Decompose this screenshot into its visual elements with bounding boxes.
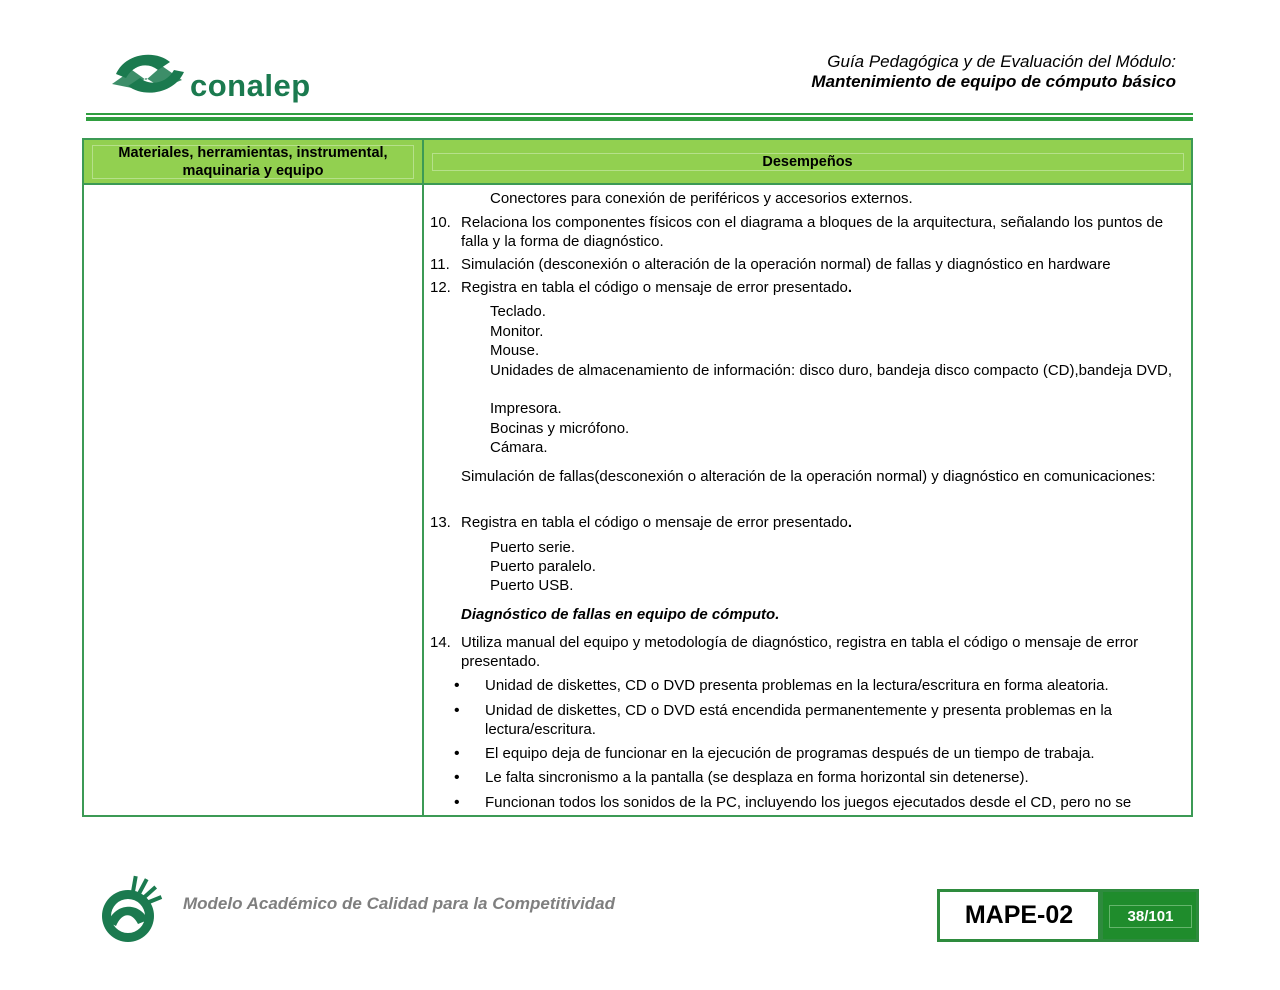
bullet-icon: • [454, 677, 460, 694]
modelo-academico-seal [94, 872, 166, 944]
document-code: MAPE-02 [937, 889, 1101, 942]
logo-wordmark: conalep [190, 68, 311, 103]
title-line-2: Mantenimiento de equipo de cómputo básico [811, 72, 1176, 91]
content-table: Materiales, herramientas, instrumental, maquinaria y equipo Desempeños Conectores para conexión de periféricos y accesorios externos. 10. Relaciona los componentes físicos con el diagrama a bloques de la arquitectura, señalando los puntos de falla y la forma de diagnóstico. 11. Simulación (desconexión o alteración de la operación normal) de fallas y diagnóstico en hardware 12. Registra en tabla el código o mensaje de error presentado. Teclado. Monitor. Mouse. Unidades de almacenamiento de información: disco duro, bandeja disco compacto (CD),bandeja DVD, Impresora. Bocinas y micrófono. Cámara. Simulación de fallas(desconexión o alteración de la operación normal) y diagnóstico en comunicaciones: 13. Registra en tabla el código o mensaje de error presentado. Puerto serie. Puerto paralelo. Puerto USB. Diagnóstico de fallas en equipo de cómputo. 14. Utiliza manual del equipo y metodología de diagnóstico, registra en tabla el código o mensaje de error presentado. • Unidad de diskettes, CD o DVD presenta problemas en la lectura/escritura en forma aleatoria. • Unidad de diskettes, CD o DVD está encendida permanentemente y presenta problemas en la lectura/escritura. • El equipo deja de funcionar en la ejecución de programas después de un tiempo de trabaja. • Le falta sincronismo a la pantalla (se desplaza en forma horizontal sin detenerse). • Funcionan todos los sonidos de la PC, incluyendo los juegos ejecutados desde el CD, pero no se [82, 138, 1193, 817]
column-header-materials: Materiales, herramientas, instrumental, maquinaria y equipo [118, 144, 388, 179]
bullet-icon: • [454, 745, 460, 762]
column-header-desempenos: Desempeños [762, 153, 853, 170]
bullet-icon: • [454, 794, 460, 811]
quality-seal-icon [94, 872, 166, 944]
title-line-1: Guía Pedagógica y de Evaluación del Módulo: [827, 52, 1176, 71]
document-title [811, 52, 1176, 92]
bullet-icon: • [454, 702, 460, 719]
conalep-logo [112, 50, 312, 106]
conalep-emblem-icon [112, 50, 188, 100]
header-rule-thick [86, 117, 1193, 121]
column-divider [422, 140, 424, 815]
footer-tagline: Modelo Académico de Calidad para la Competitividad [183, 894, 616, 913]
header-rule-thin [86, 113, 1193, 115]
table-header-row [84, 140, 1191, 185]
page-number: 38/101 [1109, 905, 1192, 928]
bullet-icon: • [454, 769, 460, 786]
page-number-box [1100, 889, 1199, 942]
